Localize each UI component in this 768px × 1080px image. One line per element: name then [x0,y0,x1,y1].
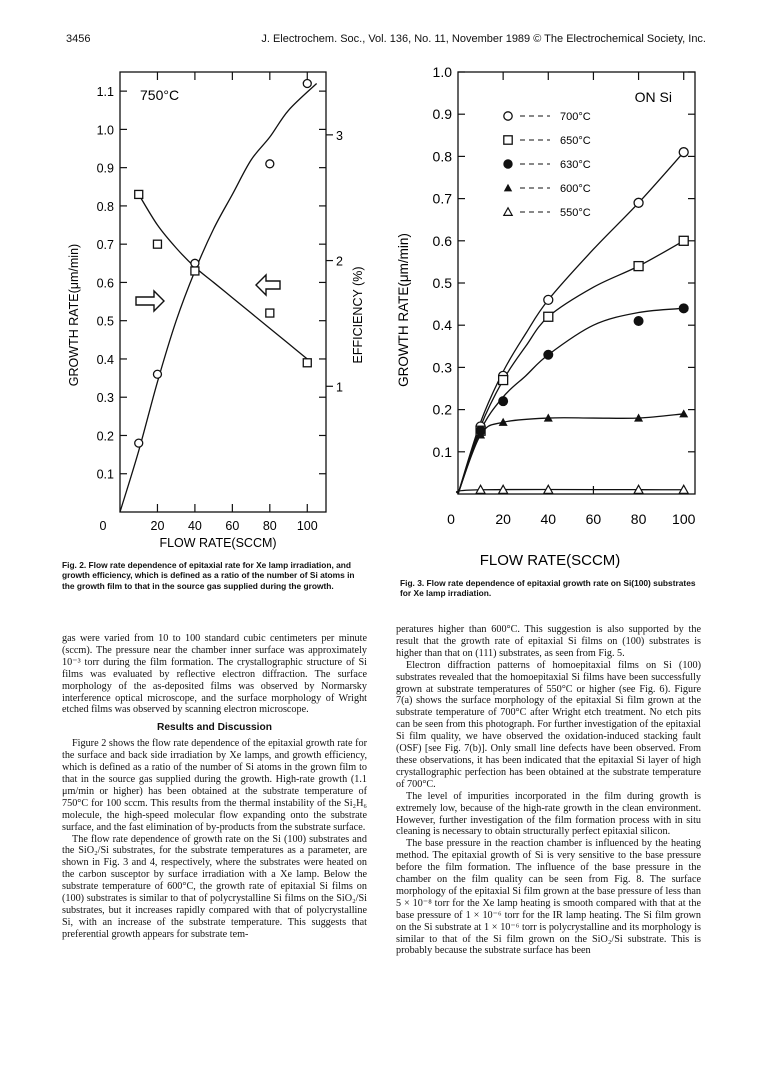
origin-tick-label: 0 [447,511,455,527]
figure-2 [58,60,368,560]
paragraph: gas were varied from 10 to 100 standard cubic centimeters per minute (sccm). The pressure near the chamber inner surface was approximately 10⁻³ torr during the film formation. The crystallographic structure of Si films was evaluated by reflective electron diffraction. The surface morphology of the as-deposited films was observed by Normarsky interference optical microscope, and the surface morphology of Wright etched films was observed by scanning electron microscope. [62,633,367,716]
figure-2-chart [58,60,368,560]
x-tick-label: 80 [630,511,647,527]
x-tick-label: 20 [150,519,165,533]
data-point [303,359,311,367]
y-tick-label: 0.1 [96,467,114,482]
figure-3 [390,60,710,580]
body-right-column [396,624,701,957]
data-point [544,295,553,304]
legend-marker [504,136,512,144]
paragraph: The base pressure in the reaction chamber is influenced by the heating method. The epitaxial growth of Si is very sensitive to the base pressure before the film formation. The influence of the base pressure in the chamber on the film quality can be seen from Fig. 8. The surface morphology of the epitaxial Si film grown at the base pressure of less than 5 × 10⁻⁸ torr for the Xe lamp heating is smooth compared with that at the base pressure of 1 × 10⁻⁶ torr for the IR lamp heating. The Si film grown on the Si substrate at 1 × 10⁻⁶ torr is polycrystalline and its morphology is similar to that of the Si film grown on the SiO₂/Si substrate. This is probably because the substrate surface has been [396,838,701,957]
data-point [544,312,553,321]
series-curve [458,414,684,494]
y2-tick-label: 3 [336,128,343,143]
y-tick-label: 1.0 [96,123,114,138]
y-tick-label: 0.4 [432,317,452,334]
page-header [66,33,706,49]
x-tick-label: 20 [495,511,511,527]
series-curve [120,83,317,512]
figure-3-x-axis-label: FLOW RATE(SCCM) [479,552,621,569]
figure-2-y-axis-label: GROWTH RATE(μm/min) [67,243,81,387]
journal-citation: J. Electrochem. Soc., Vol. 136, No. 11, November 1989 © The Electrochemical Society, Inc. [261,33,706,45]
data-point [191,259,199,267]
paragraph: Electron diffraction patterns of homoepitaxial films on Si (100) substrates revealed that the homoepitaxial Si films have been successfully grown at substrate temperatures of 550°C or higher (see Fig. 6). Figure 7(a) shows the surface morphology of the epitaxial Si film grown at the substrate temperature of 700°C after Wright etch treatment. No etch pits can be seen from this photograph. For further investigation of the epitaxial Si film quality, we have observed the oxidation-induced stacking fault (OSF) [see Fig. 7(b)]. Only small line defects have been observed. From these observations, it has been indicated that the epitaxial Si layer of high crystallographic perfection has been obtained at the substrate temperature of 700°C. [396,659,701,790]
y-tick-label: 1.1 [96,85,114,100]
data-point [679,304,688,313]
data-point [135,439,143,447]
y-tick-label: 1.0 [432,64,452,80]
x-tick-label: 100 [296,519,318,533]
y-tick-label: 0.5 [432,275,452,291]
legend-marker [504,208,512,216]
left-arrow-icon [136,291,164,311]
legend-marker [504,112,512,120]
data-point [679,236,688,245]
page-number: 3456 [66,33,91,45]
series-curve [457,489,684,494]
data-point [679,409,688,417]
series-curve [139,194,308,359]
data-point [634,316,643,325]
figure-3-caption: Fig. 3. Flow rate dependence of epitaxial growth rate on Si(100) substrates for Xe lamp irradiation. [400,578,696,599]
y-tick-label: 0.5 [96,314,114,329]
legend-label: 600°C [560,183,591,195]
paragraph: The flow rate dependence of growth rate on the Si (100) substrates and the SiO₂/Si substrates, for the substrate temperatures as a parameter, are shown in Fig. 3 and 4, respectively, where the substrates were heated on the carbon susceptor by surface irradiation with a Xe lamp. Below the substrate temperature of 600°C, the growth rate of epitaxial Si films on (100) substrates is similar to that of polycrystalline Si films on the SiO₂/Si substrates, but it increases rapidly compared with that of polycrystalline Si, with an increase of the substrate temperature. This suggests that preferential growth appears for substrate tem- [62,833,367,940]
figure-2-temperature-label: 750°C [140,87,180,103]
legend-label: 630°C [560,159,591,171]
y-tick-label: 0.8 [432,148,452,165]
legend-label: 650°C [560,135,591,147]
legend-label: 550°C [560,207,591,219]
figure-2-y2-axis-label: EFFICIENCY (%) [351,266,365,364]
x-tick-label: 40 [540,511,557,527]
data-point [499,397,508,406]
figure-2-x-axis-label: FLOW RATE(SCCM) [159,536,277,550]
paragraph: The level of impurities incorporated in the film during growth is extremely low, because of the high-rate growth in the clean environment. However, further investigation of the film formation process with in situ cleaning is necessary to obtain structurally perfect epitaxial silicon. [396,790,701,838]
y-tick-label: 0.4 [96,352,114,367]
figure-2-caption: Fig. 2. Flow rate dependence of epitaxial rate for Xe lamp irradiation, and growth efficiency, which is defined as a ratio of the number of Si atoms in the growth film to that in the source gas supplied during the growth. [62,560,355,591]
origin-tick-label: 0 [99,519,107,533]
data-point [499,376,508,385]
paragraph: peratures higher than 600°C. This suggestion is also supported by the result that the growth rate of epitaxial Si films on (100) substrates is higher than that on (111) substrates, as seen from Fig. 5. [396,624,701,659]
figure-3-chart [390,60,710,580]
data-point [135,190,143,198]
figure-3-y-axis-label: GROWTH RATE(μm/min) [396,233,411,387]
figure-3-substrate-label: ON Si [634,89,672,105]
y-tick-label: 0.8 [96,199,114,214]
y-tick-label: 0.7 [96,238,114,253]
section-heading: Results and Discussion [157,722,272,734]
data-point [153,240,161,248]
right-arrow-icon [256,275,280,295]
y-tick-label: 0.9 [96,161,114,176]
plot-frame [120,72,326,512]
x-tick-label: 60 [585,511,602,527]
y2-tick-label: 1 [336,380,343,395]
paragraph: Figure 2 shows the flow rate dependence of the epitaxial growth rate for the surface and back side irradiation by Xe lamps, and growth efficiency, which is defined as a ratio of the number of Si atoms in the grown film to that in the source gas supplied during the growth. High-rate growth (1.1 μm/min or higher) has been obtained at the substrate temperature of 750°C for 100 sccm. This results from the thermal instability of the Si₂H₆ molecule, the high-speed molecular flow expanding onto the substrate surface, and the fast elimination of by-products from the substrate surface. [62,738,367,833]
data-point [544,350,553,359]
data-point [191,267,199,275]
series-curve [458,241,684,494]
data-point [153,370,161,378]
data-point [634,198,643,207]
x-tick-label: 80 [262,519,277,533]
y-tick-label: 0.9 [432,106,452,123]
y-tick-label: 0.7 [432,190,452,207]
x-tick-label: 40 [187,519,202,533]
y2-tick-label: 2 [336,254,343,269]
data-point [634,262,643,271]
y-tick-label: 0.6 [432,232,452,249]
legend-marker [504,160,512,168]
x-tick-label: 100 [672,511,696,527]
y-tick-label: 0.6 [96,276,114,291]
legend-label: 700°C [560,111,591,123]
data-point [266,309,274,317]
data-point [303,79,311,87]
y-tick-label: 0.3 [432,359,452,376]
y-tick-label: 0.2 [432,401,452,418]
y-tick-label: 0.1 [432,443,452,460]
y-tick-label: 0.3 [96,391,114,406]
x-tick-label: 60 [225,519,240,533]
body-left-column [62,633,367,941]
series-curve [458,152,684,494]
data-point [266,160,274,168]
legend-marker [504,184,512,192]
y-tick-label: 0.2 [96,429,114,444]
data-point [679,148,688,157]
